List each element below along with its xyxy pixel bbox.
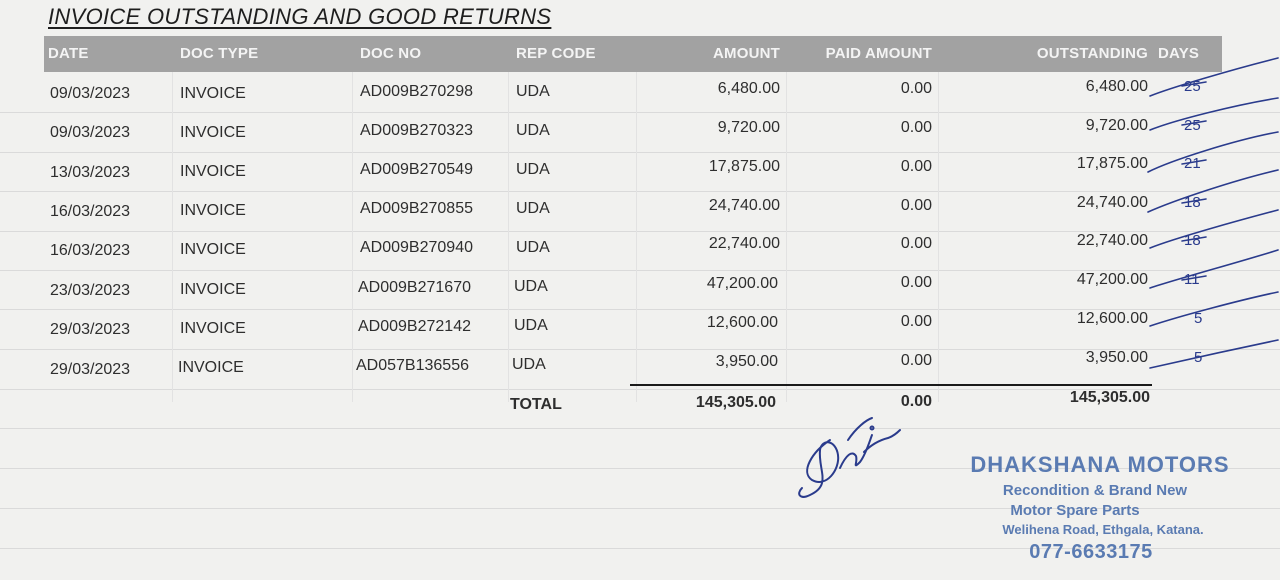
paid-amount-cell: 0.00 <box>900 274 932 291</box>
tick-mark <box>1148 170 1278 212</box>
amount-cell: 22,740.00 <box>708 235 780 252</box>
outstanding-cell: 47,200.00 <box>1076 271 1148 288</box>
days-cell: 18 <box>1184 232 1201 249</box>
col-outstanding-header: OUTSTANDING <box>1036 45 1148 62</box>
rep-code-cell: UDA <box>514 317 548 334</box>
tick-mark <box>1150 210 1278 248</box>
days-cell: 25 <box>1184 117 1201 134</box>
doc-no-cell: AD057B136556 <box>356 357 469 374</box>
tick-mark <box>1150 340 1278 368</box>
paid-amount-cell: 0.00 <box>900 80 932 97</box>
days-cell: 21 <box>1184 155 1201 172</box>
stamp-address: Welihena Road, Ethgala, Katana. <box>1002 522 1204 537</box>
tick-mark <box>1150 98 1278 130</box>
paid-amount-cell: 0.00 <box>900 158 932 175</box>
days-strike <box>1182 160 1206 164</box>
col-rep-code-header: REP CODE <box>516 45 596 62</box>
stamp-company-name: DHAKSHANA MOTORS <box>970 452 1230 477</box>
amount-cell: 12,600.00 <box>706 314 778 331</box>
days-cell: 11 <box>1184 271 1200 288</box>
signature <box>799 418 900 497</box>
amount-cell: 3,950.00 <box>715 353 778 370</box>
doc-no-cell: AD009B270298 <box>360 83 473 100</box>
total-outstanding: 145,305.00 <box>1069 389 1150 406</box>
doc-type-cell: INVOICE <box>180 281 246 298</box>
doc-no-cell: AD009B270855 <box>360 200 473 217</box>
doc-no-cell: AD009B270323 <box>360 122 473 139</box>
doc-type-cell: INVOICE <box>180 85 246 102</box>
doc-no-cell: AD009B271670 <box>358 279 471 296</box>
doc-no-cell: AD009B272142 <box>358 318 471 335</box>
paid-amount-cell: 0.00 <box>900 352 932 369</box>
doc-no-cell: AD009B270549 <box>360 161 473 178</box>
doc-type-cell: INVOICE <box>180 163 246 180</box>
doc-type-cell: INVOICE <box>180 124 246 141</box>
col-days-header: DAYS <box>1158 45 1200 62</box>
doc-type-cell: INVOICE <box>180 320 246 337</box>
days-cell: 5 <box>1194 349 1203 366</box>
stamp-phone: 077-6633175 <box>1029 541 1153 563</box>
amount-cell: 24,740.00 <box>708 197 780 214</box>
outstanding-cell: 22,740.00 <box>1076 232 1148 249</box>
tick-mark <box>1148 132 1278 172</box>
rep-code-cell: UDA <box>516 83 550 100</box>
date-cell: 29/03/2023 <box>50 321 131 338</box>
amount-cell: 47,200.00 <box>706 275 778 292</box>
col-paid-amount-header: PAID AMOUNT <box>825 45 932 62</box>
doc-type-cell: INVOICE <box>180 202 246 219</box>
days-strike <box>1182 199 1206 203</box>
date-cell: 29/03/2023 <box>50 361 131 378</box>
col-amount-header: AMOUNT <box>712 45 780 62</box>
doc-no-cell: AD009B270940 <box>360 239 473 256</box>
outstanding-cell: 9,720.00 <box>1085 117 1148 134</box>
date-cell: 09/03/2023 <box>50 124 131 141</box>
tick-mark <box>1150 250 1278 288</box>
stamp-line-1: Recondition & Brand New <box>1002 482 1188 499</box>
days-strike <box>1182 121 1206 125</box>
total-paid: 0.00 <box>900 393 932 410</box>
date-cell: 13/03/2023 <box>50 164 131 181</box>
date-cell: 09/03/2023 <box>50 85 131 102</box>
rep-code-cell: UDA <box>516 200 550 217</box>
rep-code-cell: UDA <box>516 161 550 178</box>
amount-cell: 6,480.00 <box>717 80 780 97</box>
outstanding-cell: 17,875.00 <box>1076 155 1148 172</box>
outstanding-cell: 12,600.00 <box>1076 310 1148 327</box>
paid-amount-cell: 0.00 <box>900 235 932 252</box>
stamp-line-2: Motor Spare Parts <box>1010 502 1140 519</box>
doc-type-cell: INVOICE <box>178 359 244 376</box>
days-strike <box>1182 237 1206 241</box>
paid-amount-cell: 0.00 <box>900 197 932 214</box>
doc-type-cell: INVOICE <box>180 241 246 258</box>
amount-cell: 17,875.00 <box>708 158 780 175</box>
col-doc-no-header: DOC NO <box>360 45 422 62</box>
outstanding-cell: 24,740.00 <box>1076 194 1148 211</box>
date-cell: 16/03/2023 <box>50 242 131 259</box>
rep-code-cell: UDA <box>516 239 550 256</box>
tick-mark <box>1150 292 1278 326</box>
col-doc-type-header: DOC TYPE <box>180 45 259 62</box>
outstanding-cell: 3,950.00 <box>1085 349 1148 366</box>
col-date-header: DATE <box>48 45 89 62</box>
total-label: TOTAL <box>510 396 562 413</box>
days-cell: 25 <box>1184 78 1201 95</box>
days-cell: 5 <box>1194 310 1203 327</box>
tick-mark <box>1150 58 1278 96</box>
rep-code-cell: UDA <box>512 356 546 373</box>
outstanding-cell: 6,480.00 <box>1085 78 1148 95</box>
date-cell: 23/03/2023 <box>50 282 131 299</box>
report-heading: INVOICE OUTSTANDING AND GOOD RETURNS <box>48 4 552 29</box>
days-cell: 18 <box>1184 194 1201 211</box>
amount-cell: 9,720.00 <box>717 119 780 136</box>
rep-code-cell: UDA <box>514 278 548 295</box>
rep-code-cell: UDA <box>516 122 550 139</box>
paid-amount-cell: 0.00 <box>900 313 932 330</box>
date-cell: 16/03/2023 <box>50 203 131 220</box>
paid-amount-cell: 0.00 <box>900 119 932 136</box>
total-amount: 145,305.00 <box>695 394 776 411</box>
